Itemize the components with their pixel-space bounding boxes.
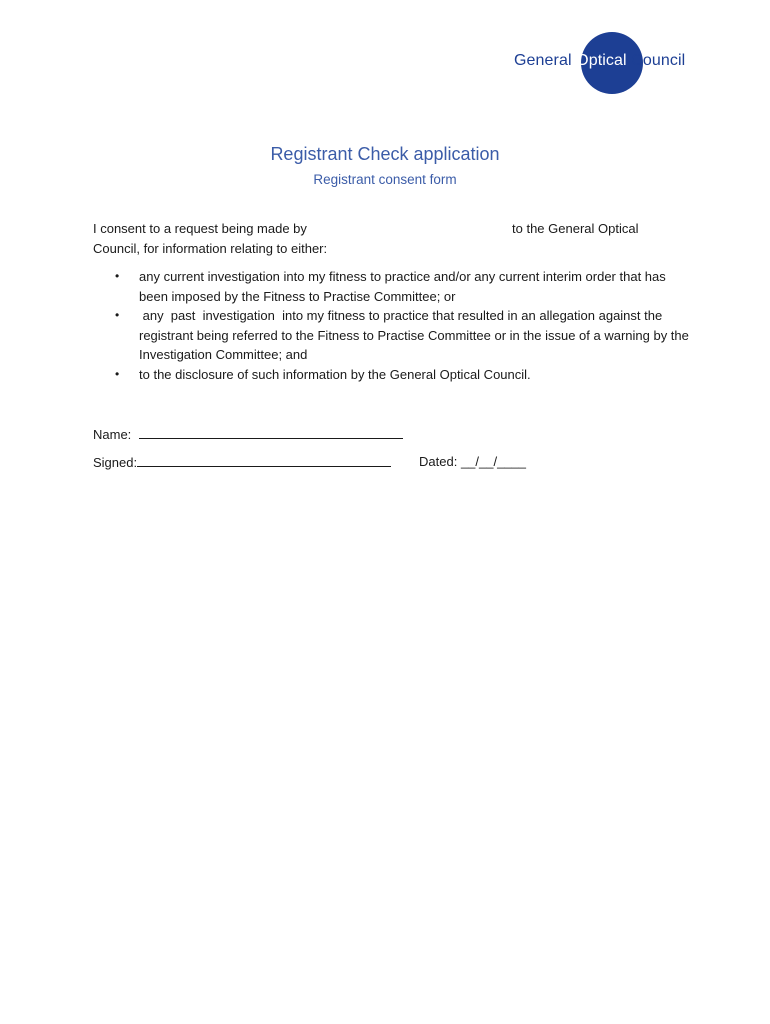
bullet-icon: • — [115, 366, 120, 381]
dated-input[interactable]: __/__/____ — [460, 454, 527, 469]
bullet-icon: • — [115, 269, 120, 283]
list-item — [93, 306, 693, 365]
consent-line-2: Council, for information relating to either: — [93, 241, 328, 256]
dated-field — [419, 452, 526, 472]
name-label: Name: — [93, 427, 132, 442]
list-item — [93, 365, 693, 385]
signed-label: Signed: — [93, 455, 138, 470]
logo-word-optical: Optical — [576, 52, 627, 69]
bullet-text: to the disclosure of such information by the General Optical Council. — [139, 366, 531, 382]
signature-input-line[interactable] — [137, 452, 391, 467]
name-field — [93, 424, 403, 445]
logo-word-council: Council — [631, 52, 686, 69]
consent-line-1-start: I consent to a request being made by — [93, 221, 307, 236]
consent-line-1-end: to the General Optical — [512, 221, 639, 236]
dated-label: Dated: — [419, 454, 458, 469]
document-title: Registrant Check application — [270, 144, 500, 164]
general-optical-council-logo — [514, 32, 714, 92]
logo-wordmark — [514, 52, 685, 70]
bullet-text: any current investigation into my fitness to practice and/or any current interim order that has been imposed by the Fitness to Practise Committee; or — [139, 269, 666, 304]
bullet-text: any past investigation into my fitness to practice that resulted in an allegation against the registrant being referred to the Fitness to Practise Committee or in the issue of a warning by the Investigation Committee; and — [139, 308, 693, 363]
logo-word-general: General — [514, 52, 572, 69]
consent-bullet-list — [93, 267, 693, 385]
signed-field — [93, 452, 391, 473]
document-subtitle: Registrant consent form — [313, 172, 457, 187]
name-input-line[interactable] — [139, 424, 403, 439]
list-item — [93, 267, 693, 306]
bullet-icon: • — [115, 308, 120, 323]
consent-line-1 — [93, 219, 693, 239]
